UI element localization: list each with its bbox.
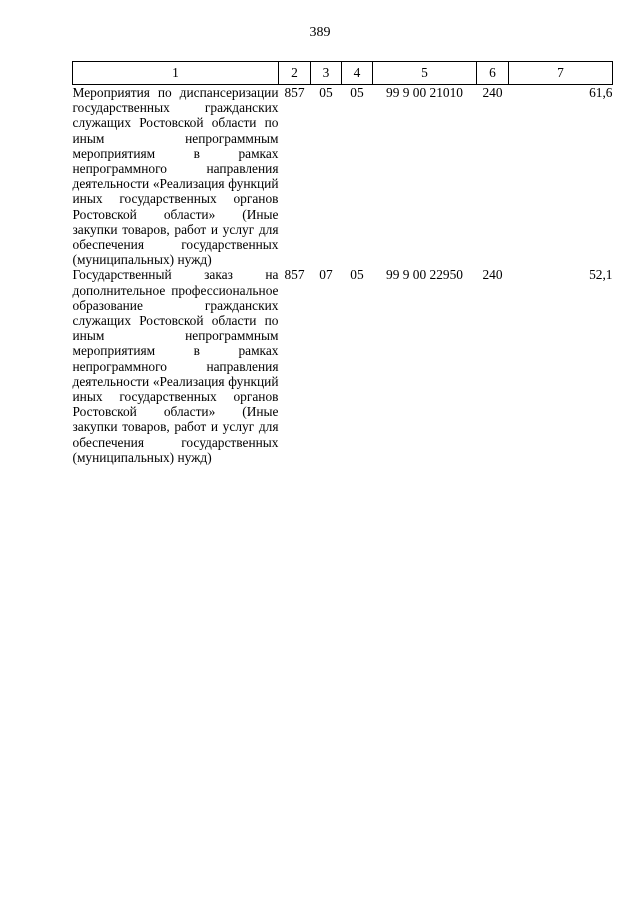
budget-table [72,61,613,465]
table-body [73,85,613,466]
row-expense-type: 240 [482,85,503,100]
row-subsection-code: 05 [350,267,364,283]
row-expense-type: 240 [482,267,503,283]
column-header-5: 5 [373,62,477,85]
row-section-code: 07 [319,267,333,283]
column-header-7: 7 [509,62,613,85]
column-header-1: 1 [73,62,279,85]
page-number: 389 [309,25,331,40]
column-header-3: 3 [311,62,342,85]
column-header-6: 6 [477,62,509,85]
row-amount: 52,1 [589,267,613,283]
row-section-code: 05 [319,85,333,100]
column-header-2: 2 [279,62,311,85]
row-ministry-code: 857 [284,85,305,100]
column-header-4: 4 [342,62,373,85]
row-description: Мероприятия по диспансеризации государственных гражданских служащих Ростовской области по иным непрограммным мероприятиям в рамках непрограммного направления деятельности «Реализация функций иных государственных органов Ростовской области» (Иные закупки товаров, работ и услуг для обеспечения государственных (муниципальных) нужд) [72,85,279,268]
table-row [73,85,613,268]
row-target-article: 99 9 00 21010 [386,85,463,100]
row-description: Государственный заказ на дополнительное профессиональное образование гражданских служащих Ростовской области по иным непрограммным мероприятиям в рамках непрограммного направления деятельности «Реализация функций иных государственных органов Ростовской области» (Иные закупки товаров, работ и услуг для обеспечения государственных (муниципальных) нужд) [72,267,279,465]
row-ministry-code: 857 [284,267,305,283]
table-header [73,62,613,85]
row-amount: 61,6 [589,85,613,100]
row-subsection-code: 05 [350,85,364,100]
header-row [73,62,613,85]
table-row [73,267,613,465]
row-target-article: 99 9 00 22950 [386,267,463,283]
